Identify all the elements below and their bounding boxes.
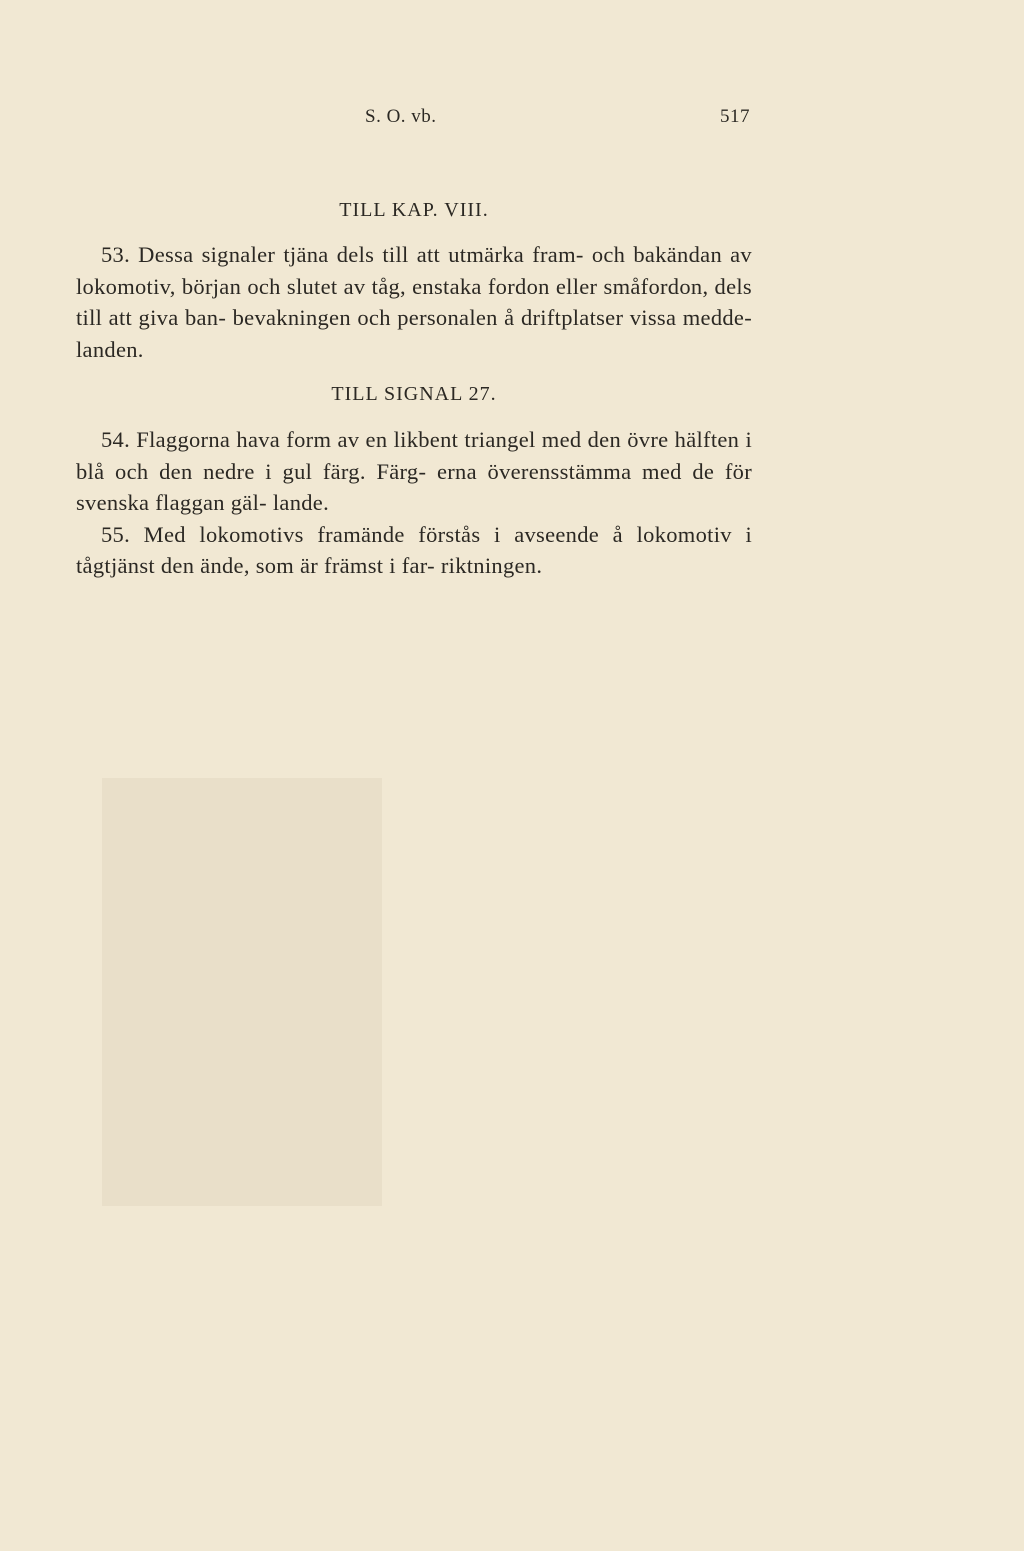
paragraph-53: 53. Dessa signaler tjäna dels till att utmärka fram- och bakändan av lokomotiv, början och slutet av tåg, enstaka fordon eller småfordon, dels till att giva ban- bevakningen och personalen å driftplatser vissa medde- landen. [76, 242, 752, 362]
running-head-title: S. O. vb. [365, 106, 437, 127]
section-heading-kap-viii: TILL KAP. VIII. [339, 199, 489, 221]
show-through-illustration [102, 778, 382, 1206]
page-number: 517 [720, 106, 750, 127]
section-heading-signal-27: TILL SIGNAL 27. [331, 383, 497, 405]
running-head [365, 106, 750, 136]
page-body [76, 195, 752, 582]
paragraph-55: 55. Med lokomotivs framände förstås i avseende å lokomotiv i tågtjänst den ände, som är främst i far- riktningen. [76, 521, 752, 578]
paragraph-54: 54. Flaggorna hava form av en likbent triangel med den övre hälften i blå och den nedre i gul färg. Färg- erna överensstämma med de för svenska flaggan gäl- lande. [76, 427, 752, 515]
